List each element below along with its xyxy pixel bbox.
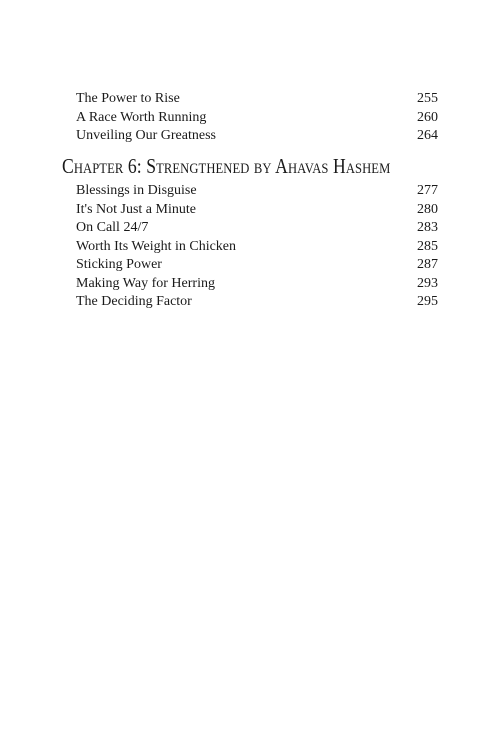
toc-entry-page-number: 280 [417,201,438,217]
toc-entry-page-number: 283 [417,220,438,235]
toc-entry [76,275,438,294]
toc-entry-title: It's Not Just a Minute [76,201,196,217]
toc-entry-title: Unveiling Our Greatness [76,128,216,143]
toc-entry [76,109,438,128]
toc-entry-title: The Power to Rise [76,91,180,106]
toc-entry-page-number: 264 [417,128,438,143]
chapter-heading: Chapter 6: Strengthened by Ahavas Hashem [62,154,391,178]
toc-entry-page-number: 277 [417,183,438,198]
toc-entry-title: A Race Worth Running [76,109,207,125]
toc-entry [76,90,438,109]
toc-entry [76,201,438,220]
toc-entry-page-number: 295 [417,294,438,309]
toc-list-chapter-6 [76,182,438,312]
toc-entry-title: Sticking Power [76,257,162,272]
toc-entry-page-number: 260 [417,109,438,125]
toc-entry [76,219,438,238]
toc-entry-title: On Call 24/7 [76,220,149,235]
toc-entry-page-number: 255 [417,91,438,106]
toc-entry-title: Making Way for Herring [76,275,215,291]
toc-entry [76,293,438,312]
toc-entry [76,182,438,201]
toc-entry-title: Blessings in Disguise [76,183,197,198]
toc-entry-title: Worth Its Weight in Chicken [76,238,237,254]
toc-entry [76,127,438,146]
toc-list-continued [76,90,438,146]
toc-entry-page-number: 293 [417,275,438,291]
toc-entry-page-number: 285 [417,238,438,254]
toc-entry [76,256,438,275]
toc-entry-page-number: 287 [417,257,438,272]
toc-entry-title: The Deciding Factor [76,294,192,309]
toc-entry [76,238,438,257]
